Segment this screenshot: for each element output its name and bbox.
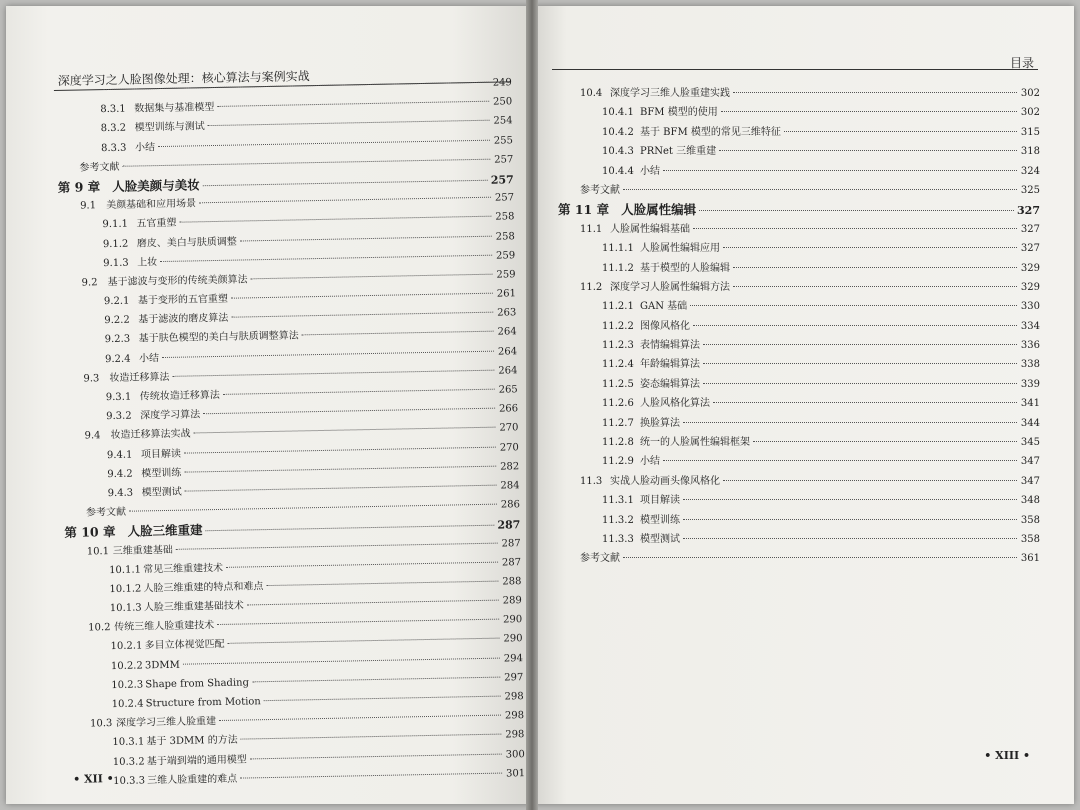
toc-entry-page: 282 xyxy=(500,460,520,473)
toc-entry-page: 338 xyxy=(1020,359,1040,371)
toc-entry xyxy=(558,336,1040,355)
toc-entry-page: 327 xyxy=(1020,243,1040,255)
toc-entry-number: 9.4.3 xyxy=(107,487,134,500)
toc-entry-page: 270 xyxy=(499,441,519,454)
toc-entry xyxy=(558,84,1040,103)
toc-entry-title: 多目立体视觉匹配 xyxy=(144,639,225,652)
dot-leader xyxy=(179,216,491,223)
toc-entry-page: 250 xyxy=(493,96,513,108)
page-number: • XII • xyxy=(73,772,114,786)
dot-leader xyxy=(683,422,1017,423)
toc-entry-title: 人脸属性编辑基础 xyxy=(610,223,690,235)
toc-entry-number: 11.2.2 xyxy=(602,320,634,332)
dot-leader xyxy=(703,383,1017,384)
toc-entry-page: 294 xyxy=(503,652,524,665)
toc-entry-page: 255 xyxy=(493,134,514,147)
dot-leader xyxy=(129,504,497,512)
toc-entry-page: 270 xyxy=(499,422,519,434)
toc-entry-title: 小结 xyxy=(640,456,660,468)
dot-leader xyxy=(231,293,493,299)
dot-leader xyxy=(162,350,494,357)
toc-entry-page: 290 xyxy=(503,633,523,645)
toc-entry-title: 小结 xyxy=(640,165,660,177)
toc-entry-title: 项目解读 xyxy=(140,448,182,461)
toc-entry-number: 11.3.1 xyxy=(602,495,634,507)
toc-entry-page: 249 xyxy=(492,77,512,89)
toc-entry-number: 11.1.2 xyxy=(602,262,634,274)
toc-entry-number: 10.2.2 xyxy=(110,660,143,672)
toc-entry-number: 10.2 xyxy=(88,622,111,634)
dot-leader xyxy=(203,180,488,186)
toc-entry-title: 模型训练 xyxy=(141,467,182,480)
dot-leader xyxy=(223,389,495,395)
toc-entry-number: 9.1.2 xyxy=(102,238,129,250)
toc-entry-number: 11.2.9 xyxy=(602,456,634,468)
toc-entry-page: 258 xyxy=(495,211,515,223)
toc-entry xyxy=(558,394,1040,413)
dot-leader xyxy=(683,499,1017,500)
toc-entry xyxy=(558,317,1040,336)
dot-leader xyxy=(683,519,1017,520)
toc-entry-number: 10.4.1 xyxy=(602,107,634,119)
toc-entry-title: 模型训练与测试 xyxy=(134,121,205,134)
toc-entry-number: 8.3.1 xyxy=(100,103,126,116)
toc-entry-number: 8.3.2 xyxy=(100,123,127,135)
toc-entry-page: 286 xyxy=(500,499,521,511)
toc-entry-page: 361 xyxy=(1020,553,1040,565)
toc-entry xyxy=(558,220,1040,239)
toc-entry-page: 302 xyxy=(1020,107,1040,119)
toc-entry-number: 9.3.1 xyxy=(105,391,132,404)
dot-leader xyxy=(719,150,1017,151)
dot-leader xyxy=(184,446,496,453)
toc-entry-page: 315 xyxy=(1020,126,1040,138)
toc-entry-page: 348 xyxy=(1020,495,1040,507)
toc-entry-page: 257 xyxy=(494,154,514,166)
dot-leader xyxy=(693,325,1017,326)
toc-entry-number: 11.2.4 xyxy=(602,359,634,371)
toc-entry-title: 基于滤波与变形的传统美颜算法 xyxy=(107,274,248,288)
toc-entry-page: 263 xyxy=(497,307,517,319)
toc-entry xyxy=(558,259,1040,278)
toc-entry-number: 10.4.4 xyxy=(602,165,634,177)
toc-entry-page: 298 xyxy=(504,691,524,703)
dot-leader xyxy=(723,247,1017,248)
toc-entry-page: 341 xyxy=(1020,398,1040,410)
toc-entry-number: 10.1.2 xyxy=(109,583,142,595)
dot-leader xyxy=(733,286,1017,287)
toc-entry xyxy=(558,278,1040,297)
toc-entry-title: 美颜基础和应用场景 xyxy=(106,198,197,212)
toc-entry-number: 10.2.4 xyxy=(111,698,144,711)
toc-entry-page: 297 xyxy=(504,671,524,684)
dot-leader xyxy=(241,734,502,740)
toc-entry xyxy=(558,103,1040,122)
toc-entry-number: 9.4 xyxy=(84,430,101,442)
toc-entry-title: 小结 xyxy=(138,352,160,365)
toc-entry-page: 330 xyxy=(1020,301,1040,313)
toc-entry xyxy=(558,491,1040,510)
toc-entry-page: 287 xyxy=(497,518,521,532)
toc-entry-page: 264 xyxy=(498,365,518,377)
dot-leader xyxy=(199,197,491,204)
toc-entry-title: 基于变形的五官重塑 xyxy=(137,293,229,307)
dot-leader xyxy=(226,561,498,567)
toc-entry-number: 10.3.3 xyxy=(113,775,146,787)
dot-leader xyxy=(240,772,502,778)
toc-entry-page: 258 xyxy=(495,230,515,243)
toc-entry-page: 358 xyxy=(1020,514,1040,526)
dot-leader xyxy=(663,460,1017,461)
dot-leader xyxy=(122,158,490,166)
dot-leader xyxy=(251,274,493,280)
dot-leader xyxy=(683,538,1017,539)
dot-leader xyxy=(103,82,489,90)
toc-list-left xyxy=(56,73,526,792)
toc-entry-title: 基于端到端的通用模型 xyxy=(146,754,247,767)
toc-entry-page: 257 xyxy=(494,192,515,204)
toc-entry-page: 334 xyxy=(1020,320,1040,332)
toc-entry-number: 11.2.8 xyxy=(602,437,634,449)
toc-entry xyxy=(558,355,1040,374)
toc-entry-number: 10.2.1 xyxy=(110,640,143,653)
toc-entry-number: 9.2 xyxy=(81,277,98,289)
toc-entry-title: 人脸属性编辑 xyxy=(621,202,697,218)
toc-entry-title: 三维人脸重建的难点 xyxy=(147,773,238,787)
toc-entry-page: 289 xyxy=(502,595,522,607)
dot-leader xyxy=(723,480,1017,481)
toc-entry-page: 290 xyxy=(502,614,523,626)
toc-entry-page: 259 xyxy=(496,269,516,281)
toc-entry-page: 327 xyxy=(1017,204,1040,218)
toc-entry-title: 姿态编辑算法 xyxy=(640,378,700,390)
toc-entry-page: 264 xyxy=(497,345,518,358)
toc-entry-title: 妆造迁移算法 xyxy=(109,371,170,384)
toc-entry-number: 11.3.2 xyxy=(602,514,634,526)
toc-entry-page: 300 xyxy=(505,748,525,761)
toc-entry-title: 深度学习三维人脸重建 xyxy=(115,716,217,730)
dot-leader xyxy=(250,753,502,759)
dot-leader xyxy=(266,580,498,585)
toc-entry-page: 261 xyxy=(496,288,517,300)
toc-entry-number: 11.3 xyxy=(580,475,603,487)
toc-entry-number: 9.2.1 xyxy=(103,295,130,308)
dot-leader xyxy=(219,715,501,721)
toc-entry-number: 11.2.5 xyxy=(602,378,634,390)
toc-entry-page: 329 xyxy=(1020,281,1040,293)
toc-entry-page: 327 xyxy=(1020,223,1040,235)
dot-leader xyxy=(699,210,1014,211)
toc-entry-page: 288 xyxy=(502,576,522,588)
toc-entry-title: 3DMM xyxy=(144,659,180,672)
running-head: 目录 xyxy=(1009,56,1034,70)
toc-entry-number: 9.4.2 xyxy=(107,468,133,480)
toc-entry-number: 11.1 xyxy=(580,223,603,235)
dot-leader xyxy=(733,92,1017,93)
dot-leader xyxy=(228,638,500,644)
dot-leader xyxy=(240,235,492,241)
toc-entry-number: 第 11 章 xyxy=(558,202,610,218)
toc-entry-page: 287 xyxy=(501,556,522,569)
toc-entry-title: 常见三维重建技术 xyxy=(143,562,224,576)
toc-entry-title: 磨皮、美白与肤质调整 xyxy=(136,236,237,249)
toc-entry-title: GAN 基础 xyxy=(640,301,688,313)
dot-leader xyxy=(703,344,1017,345)
toc-entry-title: 基于滤波的磨皮算法 xyxy=(138,313,229,326)
toc-entry-page: 344 xyxy=(1020,417,1040,429)
toc-entry-number: 8.3.3 xyxy=(100,142,127,154)
book-spine xyxy=(526,0,538,810)
toc-entry-page: 347 xyxy=(1020,475,1040,487)
toc-entry-number: 11.2.6 xyxy=(602,398,634,410)
toc-entry xyxy=(558,433,1040,452)
toc-entry-number: 10.1 xyxy=(86,545,110,558)
toc-entry-title: 三维重建基础 xyxy=(112,544,173,557)
toc-entry-title: 小结 xyxy=(134,141,156,154)
toc-entry-title: 模型测试 xyxy=(141,486,182,499)
toc-entry xyxy=(558,375,1040,394)
toc-entry xyxy=(558,162,1040,181)
toc-entry-title: 人脸属性编辑应用 xyxy=(640,243,720,255)
toc-entry-number: 9.2.4 xyxy=(104,353,131,365)
toc-entry-title: 项目解读 xyxy=(640,495,680,507)
right-page xyxy=(534,6,1074,804)
dot-leader xyxy=(713,402,1017,403)
toc-chapter-entry xyxy=(558,200,1040,219)
toc-entry-title: 模型训练 xyxy=(640,514,680,526)
dot-leader xyxy=(247,600,499,606)
toc-entry-title: 人脸三维重建基础技术 xyxy=(143,600,244,614)
toc-entry-title: 深度学习人脸属性编辑方法 xyxy=(610,281,730,293)
toc-entry-number: 10.3 xyxy=(89,718,113,730)
dot-leader xyxy=(753,441,1017,442)
toc-entry-number: 10.3.1 xyxy=(112,736,145,749)
toc-entry-title: 年龄编辑算法 xyxy=(640,359,700,371)
dot-leader xyxy=(217,101,489,107)
toc-entry-page: 302 xyxy=(1020,88,1040,99)
toc-entry-number: 10.2.3 xyxy=(111,679,144,691)
toc-entry-number: 9.3 xyxy=(83,373,100,385)
dot-leader xyxy=(185,485,497,492)
toc-entry-number: 10.1.1 xyxy=(109,564,142,576)
page-number: • XIII • xyxy=(984,749,1030,762)
dot-leader xyxy=(693,228,1017,229)
toc-entry-page: 257 xyxy=(490,173,514,187)
dot-leader xyxy=(663,170,1017,171)
toc-entry-title: 人脸美颜与美妆 xyxy=(112,177,200,194)
dot-leader xyxy=(217,619,499,625)
toc-entry-number: 10.4.3 xyxy=(602,146,634,158)
toc-entry-title: 数据集与基准模型 xyxy=(134,102,215,115)
toc-entry-number: 11.1.1 xyxy=(602,243,634,255)
toc-entry-page: 287 xyxy=(501,537,521,550)
toc-entry-number: 9.3.2 xyxy=(106,410,132,423)
toc-entry-title: 换脸算法 xyxy=(640,417,680,429)
toc-entry-title: 传统妆造迁移算法 xyxy=(139,389,220,403)
toc-entry-title: 参考文献 xyxy=(85,506,127,519)
dot-leader xyxy=(623,557,1017,558)
dot-leader xyxy=(623,189,1017,190)
toc-entry-title: 上妆 xyxy=(137,256,158,269)
toc-entry xyxy=(558,181,1040,200)
toc-entry-title: 统一的人脸属性编辑框架 xyxy=(640,437,750,449)
toc-entry xyxy=(558,414,1040,433)
toc-entry xyxy=(558,472,1040,491)
toc-entry xyxy=(558,530,1040,549)
toc-entry-title: 妆造迁移算法实战 xyxy=(110,428,191,442)
toc-entry-number: 10.4.2 xyxy=(602,126,634,138)
toc-entry-number: 10.1.3 xyxy=(109,602,142,615)
toc-entry xyxy=(558,123,1040,142)
dot-leader xyxy=(703,363,1017,364)
toc-entry-page: 266 xyxy=(498,403,519,415)
toc-entry-title: 参考文献 xyxy=(580,184,620,196)
toc-entry-number: 11.2 xyxy=(580,281,603,293)
toc-entry-number: 9.1 xyxy=(80,200,97,212)
toc-entry-page: 254 xyxy=(493,115,513,128)
toc-entry xyxy=(558,297,1040,316)
toc-entry-page: 298 xyxy=(504,710,525,722)
toc-entry-page: 345 xyxy=(1020,437,1040,449)
dot-leader xyxy=(721,111,1017,112)
toc-entry-number: 9.1.3 xyxy=(103,257,129,269)
dot-leader xyxy=(160,254,492,261)
toc-entry xyxy=(558,452,1040,471)
dot-leader xyxy=(158,139,490,146)
dot-leader xyxy=(183,657,500,664)
toc-entry-title: 图像风格化 xyxy=(640,320,690,332)
toc-entry-page: 347 xyxy=(1020,456,1040,468)
toc-entry-title: 深度学习三维人脸重建实践 xyxy=(610,88,730,99)
dot-leader xyxy=(252,676,500,682)
toc-entry-title: 传统三维人脸重建技术 xyxy=(114,620,215,634)
toc-entry-title: 人脸三维重建 xyxy=(127,522,203,540)
toc-entry-title: PRNet 三维重建 xyxy=(640,146,717,158)
toc-entry-number: 9.2.3 xyxy=(104,334,131,346)
dot-leader xyxy=(184,465,496,472)
toc-entry xyxy=(558,511,1040,530)
dot-leader xyxy=(302,331,494,336)
dot-leader xyxy=(194,427,496,434)
toc-entry-page: 259 xyxy=(495,249,516,262)
header-rule xyxy=(552,69,1038,70)
toc-entry-title: 深度学习算法 xyxy=(140,409,201,422)
toc-entry-page: 324 xyxy=(1020,165,1040,177)
toc-entry-page: 325 xyxy=(1020,184,1040,196)
toc-entry-title: 基于 3DMM 的方法 xyxy=(146,735,238,748)
dot-leader xyxy=(176,542,498,549)
dot-leader xyxy=(231,312,493,318)
toc-entry-title: 基于肤色模型的美白与肤质调整算法 xyxy=(138,330,299,345)
toc-entry-number: 第 10 章 xyxy=(64,524,116,541)
toc-entry-title: 表情编辑算法 xyxy=(640,340,700,352)
toc-entry-title: 模型测试 xyxy=(640,533,680,545)
toc-entry xyxy=(558,239,1040,258)
dot-leader xyxy=(784,131,1017,132)
toc-entry-number: 9.1.1 xyxy=(102,218,129,231)
toc-entry-page: 301 xyxy=(505,767,526,780)
dot-leader xyxy=(733,267,1017,268)
dot-leader xyxy=(206,525,495,532)
toc-entry-number: 9.4.1 xyxy=(106,449,133,461)
toc-entry-title: Shape from Shading xyxy=(145,677,250,691)
toc-entry-number: 11.2.1 xyxy=(602,301,634,313)
toc-entry-page: 329 xyxy=(1020,262,1040,274)
toc-entry-page: 298 xyxy=(505,729,525,741)
left-page xyxy=(6,6,531,804)
toc-entry-title: 基于模型的人脸编辑 xyxy=(640,262,730,274)
toc-entry-page: 284 xyxy=(500,480,520,492)
dot-leader xyxy=(203,408,495,415)
toc-entry-page: 358 xyxy=(1020,533,1040,545)
toc-list-right xyxy=(558,84,1040,569)
toc-entry-title: BFM 模型的使用 xyxy=(640,107,718,119)
toc-entry-page: 264 xyxy=(497,326,517,339)
dot-leader xyxy=(264,696,501,702)
toc-entry-page: 265 xyxy=(498,384,518,396)
toc-entry-number: 10.3.2 xyxy=(112,756,145,768)
toc-entry-title: 实战人脸动画头像风格化 xyxy=(610,475,720,487)
toc-entry-number: 11.2.7 xyxy=(602,417,634,429)
toc-entry-title: 参考文献 xyxy=(79,161,120,174)
toc-entry-number: 11.3.3 xyxy=(602,533,634,545)
toc-entry-title: 人脸三维重建的特点和难点 xyxy=(143,581,264,595)
toc-entry-number: 11.2.3 xyxy=(602,340,634,352)
dot-leader xyxy=(690,305,1017,306)
toc-entry-number: 10.4 xyxy=(580,88,603,99)
running-head: 深度学习之人脸图像处理：核心算法与案例实战 xyxy=(57,69,310,88)
toc-entry-number: 9.2.2 xyxy=(104,314,130,327)
toc-entry-number: 第 9 章 xyxy=(57,179,101,195)
toc-entry xyxy=(558,142,1040,161)
toc-entry-title: 参考文献 xyxy=(580,553,620,565)
toc-entry-title: 基于 BFM 模型的常见三维特征 xyxy=(640,126,781,138)
dot-leader xyxy=(208,120,490,126)
toc-entry-title: 人脸风格化算法 xyxy=(640,398,710,410)
dot-leader xyxy=(172,369,494,376)
toc-entry-page: 318 xyxy=(1020,146,1040,158)
toc-entry-page: 339 xyxy=(1020,378,1040,390)
toc-entry-title: 五官重塑 xyxy=(136,218,177,230)
toc-entry-title: Structure from Motion xyxy=(145,696,261,710)
toc-entry xyxy=(558,549,1040,568)
toc-entry-page: 336 xyxy=(1020,340,1040,352)
